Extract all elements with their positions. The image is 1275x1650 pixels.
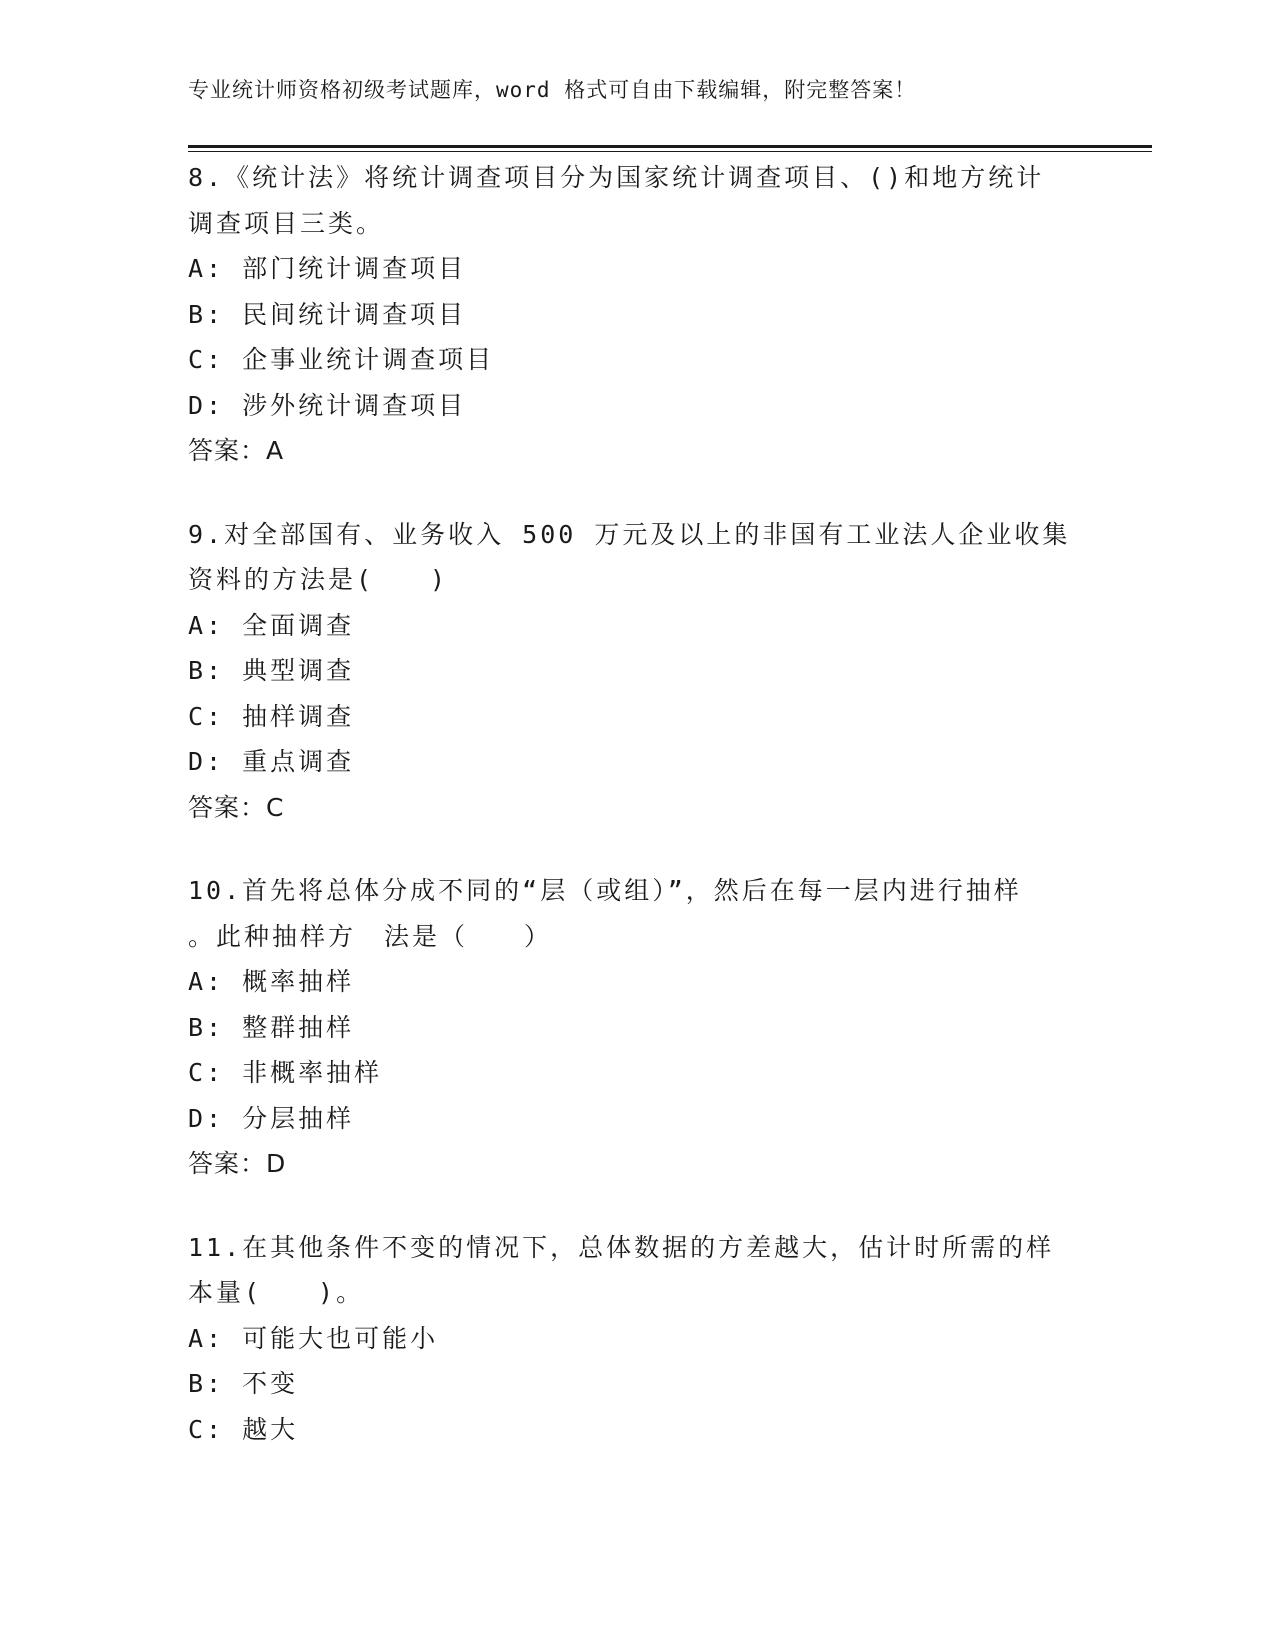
header-divider-thick	[188, 145, 1152, 148]
option-c: C: 非概率抽样	[188, 1058, 383, 1087]
option-a: A: 部门统计调查项目	[188, 254, 467, 283]
option-a: A: 全面调查	[188, 610, 355, 640]
answer-label: 答案：	[188, 436, 267, 465]
answer-value: C	[266, 792, 285, 822]
question-11	[188, 1225, 1088, 1453]
option-a: A: 可能大也可能小	[188, 1323, 439, 1353]
question-stem-line: 本量( )。	[188, 1278, 365, 1307]
question-stem-line: 。此种抽样方 法是（ ）	[188, 921, 553, 951]
answer-line	[188, 1141, 1088, 1187]
option-b: B: 不变	[188, 1369, 299, 1398]
document-header: 专业统计师资格初级考试题库，word 格式可自由下载编辑，附完整答案！	[188, 78, 917, 102]
answer-label: 答案：	[188, 1149, 267, 1178]
answer-line	[188, 785, 1088, 831]
question-stem-line: 10.首先将总体分成不同的“层（或组）”，然后在每一层内进行抽样	[188, 876, 1022, 905]
option-b: B: 典型调查	[188, 656, 355, 685]
answer-value: A	[266, 436, 285, 465]
question-list	[188, 155, 1088, 1490]
question-10	[188, 868, 1088, 1187]
answer-line	[188, 428, 1088, 474]
option-d: D: 分层抽样	[188, 1103, 355, 1133]
question-stem-line: 资料的方法是( )	[188, 565, 449, 594]
question-stem-line: 调查项目三类。	[188, 208, 385, 238]
option-a: A: 概率抽样	[188, 967, 355, 996]
option-b: B: 民间统计调查项目	[188, 299, 467, 329]
question-9	[188, 512, 1088, 831]
answer-label: 答案：	[188, 792, 267, 822]
answer-value: D	[266, 1149, 287, 1178]
question-stem-line: 8.《统计法》将统计调查项目分为国家统计调查项目、()和地方统计	[188, 163, 1045, 192]
option-c: C: 抽样调查	[188, 701, 355, 731]
option-b: B: 整群抽样	[188, 1012, 355, 1042]
question-stem-line: 11.在其他条件不变的情况下，总体数据的方差越大，估计时所需的样	[188, 1232, 1055, 1262]
option-c: C: 越大	[188, 1414, 299, 1444]
header-divider-thin	[188, 151, 1152, 152]
option-d: D: 重点调查	[188, 747, 355, 776]
option-c: C: 企事业统计调查项目	[188, 345, 495, 374]
question-8	[188, 155, 1088, 474]
question-stem-line: 9.对全部国有、业务收入 500 万元及以上的非国有工业法人企业收集	[188, 519, 1071, 549]
option-d: D: 涉外统计调查项目	[188, 390, 467, 420]
